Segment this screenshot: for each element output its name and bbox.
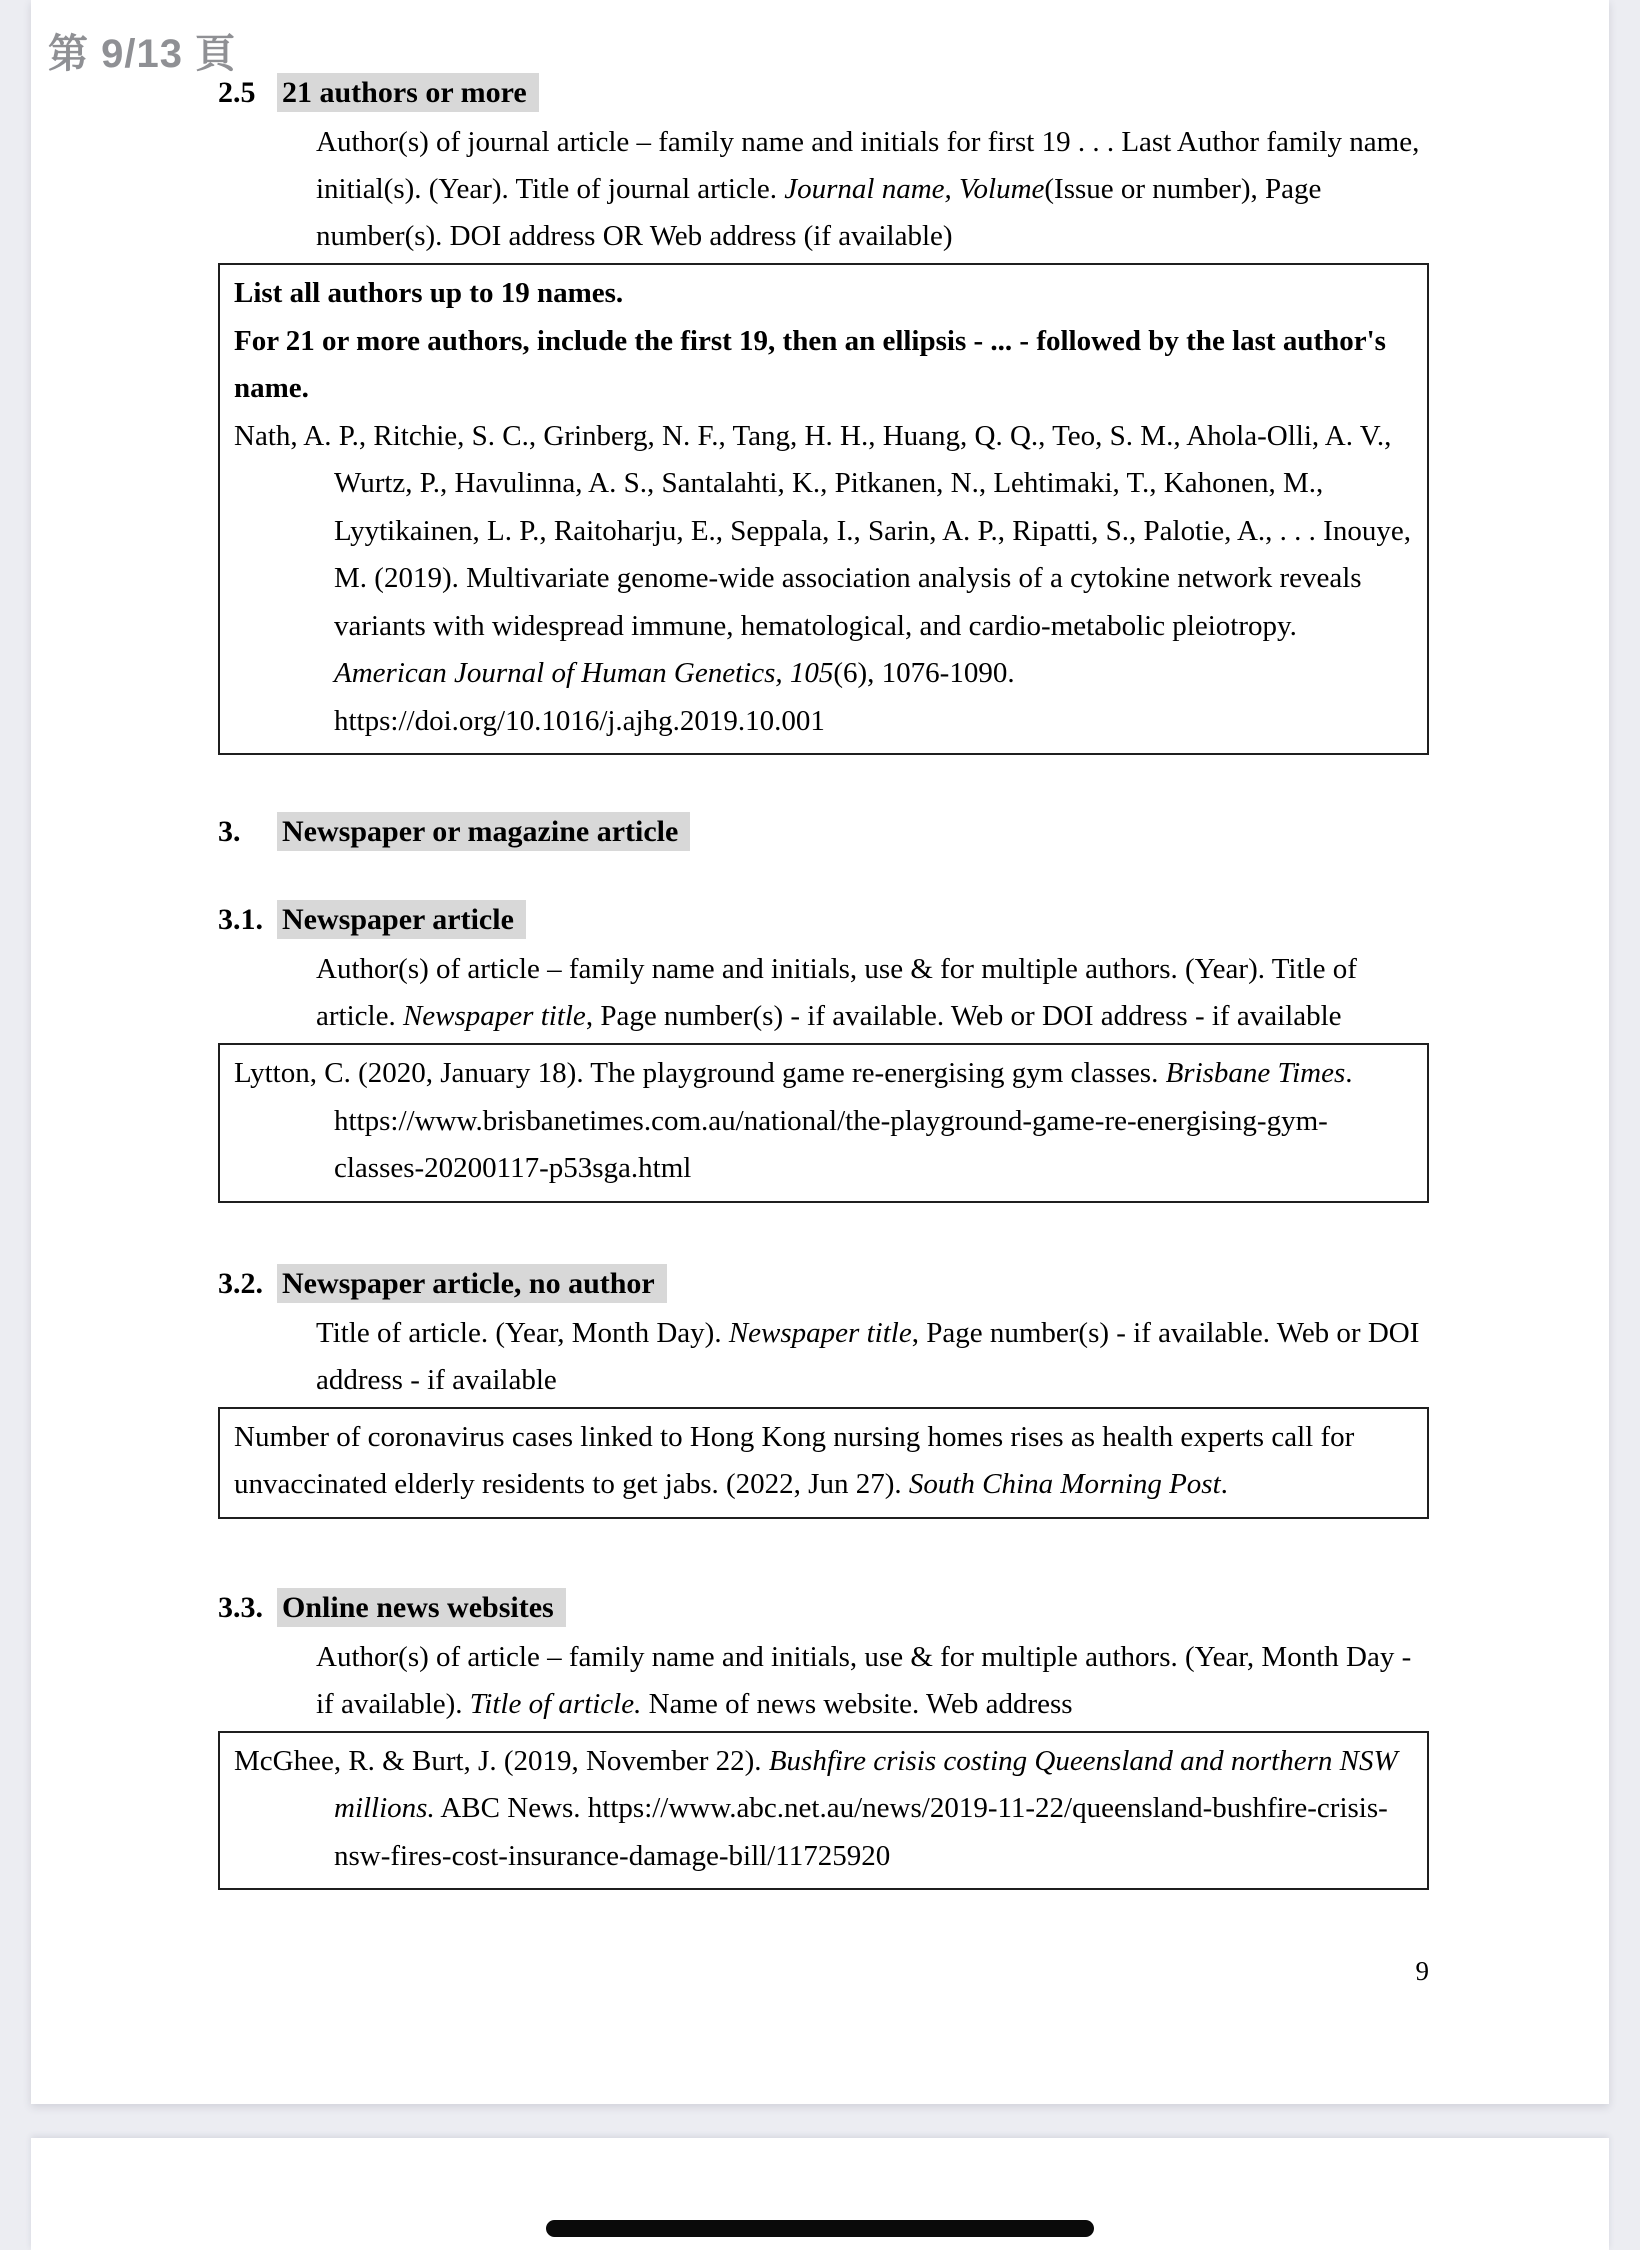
section-heading-2-5 bbox=[218, 72, 1429, 114]
heading-title-highlight: Newspaper article bbox=[277, 900, 526, 939]
citation-text: Lytton, C. (2020, January 18). The playground game re-energising gym classes. Brisbane Times. https://www.brisbanetimes.com.au/national/the-playground-game-re-energising-gym-classes-20200117-p53sga.html bbox=[234, 1057, 1353, 1184]
heading-title-highlight: Newspaper article, no author bbox=[277, 1264, 667, 1303]
section-heading-3-1 bbox=[218, 899, 1429, 941]
bold-note-line: List all authors up to 19 names. bbox=[234, 277, 624, 309]
heading-title-highlight: 21 authors or more bbox=[277, 73, 539, 112]
format-paragraph-3-1: Author(s) of article – family name and initials, use & for multiple authors. (Year). Title of article. Newspaper title, Page number(s) - if available. Web or DOI address - if available bbox=[316, 953, 1357, 1032]
heading-number: 3.2. bbox=[218, 1266, 263, 1300]
citation-text: McGhee, R. & Burt, J. (2019, November 22). Bushfire crisis costing Queensland and northern NSW millions. ABC News. https://www.abc.net.au/news/2019-11-22/queensland-bushfire-crisis-nsw-fires-cost-insurance-damage-bill/11725920 bbox=[234, 1744, 1398, 1872]
section-heading-3-3 bbox=[218, 1587, 1429, 1629]
format-paragraph-2-5: Author(s) of journal article – family name and initials for first 19 . . . Last Author family name, initial(s). (Year). Title of journal article. Journal name, Volume(Issue or number), Page number(s). DOI address OR Web address (if available) bbox=[316, 126, 1420, 252]
document-content bbox=[218, 0, 1429, 2015]
format-paragraph-3-3: Author(s) of article – family name and initials, use & for multiple authors. (Year, Month Day - if available). Title of article. Name of news website. Web address bbox=[316, 1640, 1412, 1720]
citation-text: Number of coronavirus cases linked to Hong Kong nursing homes rises as health experts call for unvaccinated elderly residents to get jabs. (2022, Jun 27). South China Morning Post. bbox=[234, 1420, 1355, 1500]
heading-title-highlight: Online news websites bbox=[277, 1588, 566, 1627]
heading-number: 3.3. bbox=[218, 1590, 263, 1624]
heading-number: 3.1. bbox=[218, 903, 263, 936]
citation-text: Nath, A. P., Ritchie, S. C., Grinberg, N. F., Tang, H. H., Huang, Q. Q., Teo, S. M., Ahola-Olli, A. V., Wurtz, P., Havulinna, A. S., Santalahti, K., Pitkanen, N., Lehtimaki, T., Kahonen, M., Lyytikainen, L. P., Raitoharju, E., Seppala, I., Sarin, A. P., Ripatti, S., Palotie, A., . . . Inouye, M. (2019). Multivariate genome-wide association analysis of a cytokine network reveals variants with widespread immune, hematological, and cardio-metabolic pleiotropy. American Journal of Human Genetics, 105(6), 1076-1090. https://doi.org/10.1016/j.ajhg.2019.10.001 bbox=[234, 419, 1411, 737]
example-box-2-5 bbox=[218, 263, 1429, 755]
bold-note-line: For 21 or more authors, include the first 19, then an ellipsis - ... - followed by the last author's name. bbox=[234, 324, 1386, 404]
document-page bbox=[31, 0, 1609, 2104]
section-heading-3-2 bbox=[218, 1263, 1429, 1305]
page-gap bbox=[0, 2104, 1640, 2138]
example-box-3-2 bbox=[218, 1407, 1429, 1519]
heading-number: 2.5 bbox=[218, 76, 256, 109]
format-paragraph-3-2: Title of article. (Year, Month Day). Newspaper title, Page number(s) - if available. Web or DOI address - if available bbox=[316, 1316, 1420, 1396]
home-indicator[interactable] bbox=[546, 2220, 1094, 2237]
example-box-3-3 bbox=[218, 1731, 1429, 1891]
heading-title-highlight: Newspaper or magazine article bbox=[277, 812, 690, 851]
section-heading-3 bbox=[218, 811, 1429, 853]
heading-number: 3. bbox=[218, 815, 241, 848]
example-box-3-1 bbox=[218, 1043, 1429, 1203]
page-number: 9 bbox=[1415, 1956, 1429, 1986]
page-indicator-label: 第 9/13 頁 bbox=[48, 32, 237, 76]
